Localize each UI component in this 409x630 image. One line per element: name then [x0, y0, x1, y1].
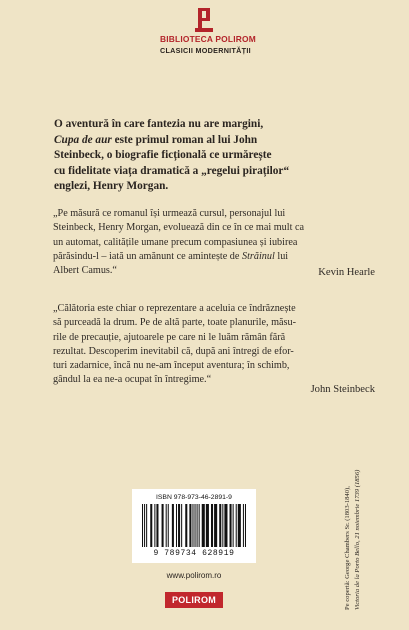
- quote-author: John Steinbeck: [310, 384, 375, 395]
- barcode-bars: [142, 504, 246, 547]
- quote-line: Albert Camus.“: [53, 265, 117, 277]
- quote-line: Steinbeck, Henry Morgan, evoluează din ce în ce mai mult ca: [53, 222, 305, 234]
- quote-line: [53, 250, 375, 264]
- barcode-bar: [233, 504, 234, 547]
- blurb-text: este primul roman al lui John: [111, 133, 258, 146]
- barcode-bar: [156, 504, 158, 547]
- publisher-logo: POLIROM: [165, 592, 223, 608]
- barcode: [132, 489, 256, 563]
- barcode-bar: [185, 504, 187, 547]
- barcode-bar: [222, 504, 223, 547]
- publisher-website: www.polirom.ro: [166, 571, 222, 580]
- author-quote: [53, 302, 375, 388]
- barcode-bar: [214, 504, 217, 547]
- book-title: Cupa de aur: [54, 133, 112, 146]
- quote-line: rile de precauție, ajutoarele pe care ni le luăm rămân fără: [53, 331, 286, 343]
- barcode-bar: [166, 504, 167, 547]
- quote-text: părăsindu-l – iată un amănunt ce amintește de: [53, 250, 242, 262]
- credit-line: Pe copertă: George Chambers Sr. (1803-1840),: [344, 486, 351, 610]
- barcode-bar: [178, 504, 180, 547]
- barcode-bar: [192, 504, 193, 547]
- quote-line: turi zadarnice, încă nu ne-am început aventura; în schimb,: [53, 360, 290, 372]
- quote-line: să purceadă la drum. Pe de altă parte, toate planurile, măsu-: [53, 317, 296, 329]
- quote-line: „Pe măsură ce romanul își urmează cursul, personajul lui: [53, 208, 286, 219]
- series-name: BIBLIOTECA POLIROM: [160, 34, 256, 44]
- book-blurb: [54, 117, 376, 195]
- barcode-bar: [195, 504, 196, 547]
- barcode-bar: [206, 504, 209, 547]
- quote-text: lui: [274, 250, 289, 262]
- cited-title: Străinul: [241, 250, 275, 262]
- barcode-bar: [181, 504, 182, 547]
- quote-line: un automat, calitățile umane precum compasiunea și iubirea: [53, 236, 298, 248]
- barcode-bar: [168, 504, 169, 547]
- blurb-line: cu fidelitate viața dramatică a „regelui piraților“: [54, 164, 290, 177]
- isbn-label: ISBN 978-973-46-2891-9: [156, 494, 232, 501]
- blurb-line: Steinbeck, o biografie ficțională ce urmărește: [54, 149, 272, 161]
- barcode-bar: [197, 504, 198, 547]
- barcode-bar: [238, 504, 241, 547]
- barcode-number: 9 789734 628919: [153, 549, 235, 558]
- credit-line: Victoria de la Porto Bello, 21 noiembrie 1739 (1856): [353, 469, 361, 610]
- quote-line: „Călătoria este chiar o reprezentare a aceluia ce îndrăznește: [53, 303, 296, 314]
- barcode-bar: [245, 504, 246, 547]
- series-logo: [160, 8, 256, 60]
- blurb-line: englezi, Henry Morgan.: [54, 180, 169, 192]
- barcode-bar: [219, 504, 221, 547]
- quote-line: gândul la ea ne-a ocupat în întregime.“: [53, 374, 212, 386]
- barcode-bar: [189, 504, 191, 547]
- barcode-bar: [144, 504, 145, 547]
- barcode-bar: [172, 504, 174, 547]
- barcode-bar: [243, 504, 244, 547]
- quote-author: Kevin Hearle: [318, 267, 375, 278]
- barcode-bar: [146, 504, 147, 547]
- barcode-bar: [162, 504, 164, 547]
- barcode-bar: [211, 504, 213, 547]
- barcode-bar: [142, 504, 143, 547]
- barcode-bar: [176, 504, 177, 547]
- blurb-line: O aventură în care fantezia nu are margini,: [54, 118, 264, 130]
- barcode-bar: [199, 504, 200, 547]
- blurb-line: [54, 133, 376, 149]
- quote-line: rezultat. Descoperim inevitabil că, după ani întregi de efor-: [53, 345, 294, 357]
- series-collection: CLASICII MODERNITĂȚII: [160, 46, 251, 55]
- cover-credit: [343, 360, 362, 610]
- barcode-bar: [224, 504, 227, 547]
- barcode-bar: [202, 504, 205, 547]
- barcode-bar: [150, 504, 152, 547]
- barcode-bar: [236, 504, 237, 547]
- polirom-p-logo-icon: [193, 8, 215, 32]
- barcode-bar: [154, 504, 155, 547]
- barcode-bar: [230, 504, 232, 547]
